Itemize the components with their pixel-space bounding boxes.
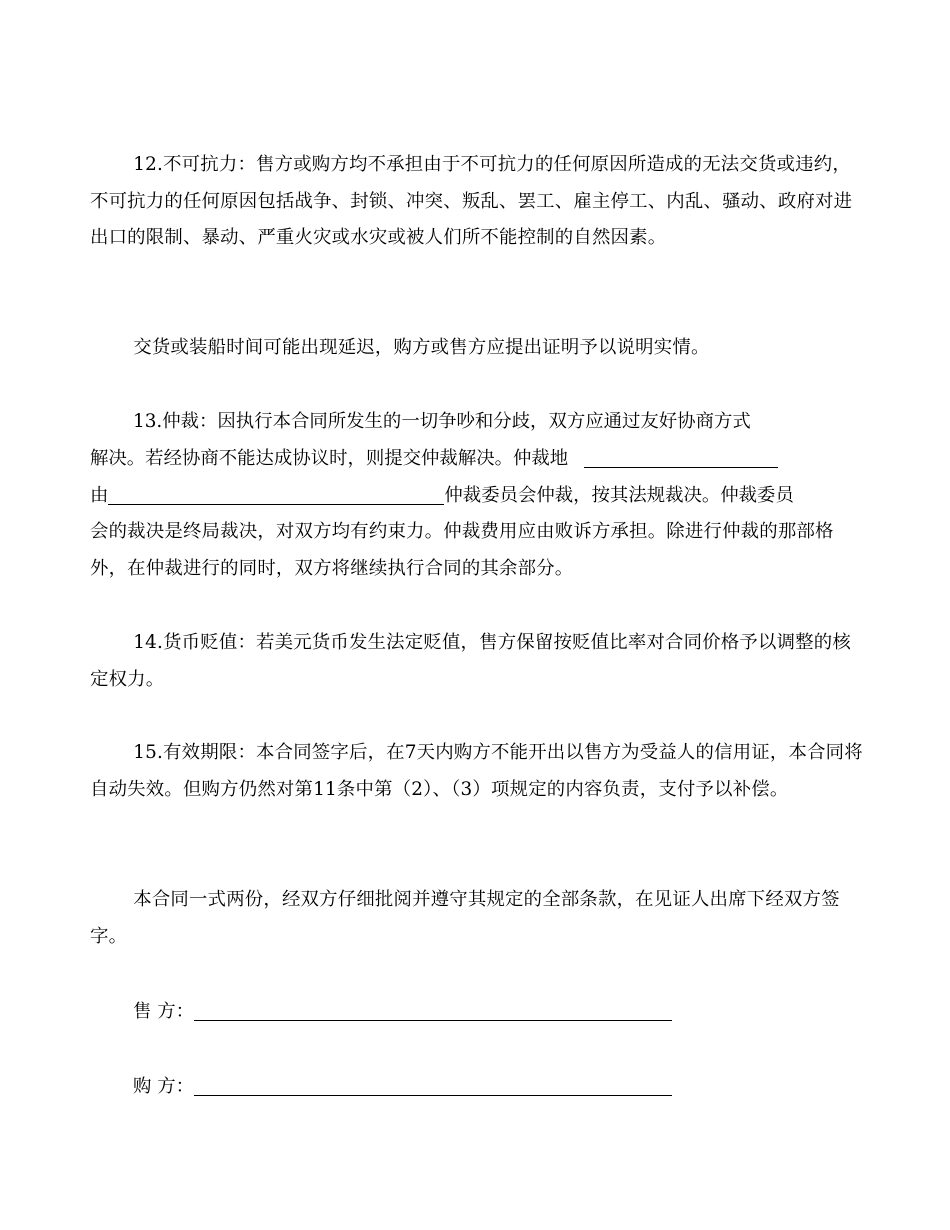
seller-signature-blank[interactable]	[194, 998, 672, 1021]
arbitration-place-blank[interactable]	[584, 445, 778, 468]
clause-13-line-1: 13.仲裁：因执行本合同所发生的一切争吵和分歧，双方应通过友好协商方式	[133, 411, 751, 432]
closing-paragraph: 本合同一式两份，经双方仔细批阅并遵守其规定的全部条款，在见证人出席下经双方签字。	[90, 889, 840, 947]
buyer-signature-blank[interactable]	[194, 1073, 672, 1096]
clause-13-line-3	[90, 478, 794, 515]
arbitration-commission-blank[interactable]	[108, 482, 444, 505]
clause-15-paragraph: 15.有效期限：本合同签字后，在7天内购方不能开出以售方为受益人的信用证，本合同将自动失效。但购方仍然对第11条中第（2）、（3）项规定的内容负责，支付予以补偿。	[90, 742, 863, 800]
seller-signature-row	[133, 994, 672, 1031]
clause-12-paragraph: 12.不可抗力：售方或购方均不承担由于不可抗力的任何原因所造成的无法交货或违约，不可抗力的任何原因包括战争、封锁、冲突、叛乱、罢工、雇主停工、内乱、骚动、政府对进出口的限制、暴动、严重火灾或水灾或被人们所不能控制的自然因素。	[90, 154, 853, 248]
buyer-signature-row	[133, 1069, 672, 1106]
clause-13-line-3-prefix: 由	[90, 485, 109, 506]
clause-13-rest: 会的裁决是终局裁决，对双方均有约束力。仲裁费用应由败诉方承担。除进行仲裁的那部格外，在仲裁进行的同时，双方将继续执行合同的其余部分。	[90, 521, 834, 579]
clause-14-paragraph: 14.货币贬值：若美元货币发生法定贬值，售方保留按贬值比率对合同价格予以调整的核定权力。	[90, 632, 851, 690]
delay-note-paragraph: 交货或装船时间可能出现延迟，购方或售方应提出证明予以说明实情。	[133, 337, 710, 358]
clause-13-line-2-text: 解决。若经协商不能达成协议时，则提交仲裁解决。仲裁地	[90, 448, 569, 469]
clause-13-line-2	[90, 441, 778, 478]
buyer-label: 购 方：	[133, 1076, 195, 1097]
clause-13-line-3-suffix: 仲裁委员会仲裁，按其法规裁决。仲裁委员	[444, 485, 794, 506]
seller-label: 售 方：	[133, 1001, 195, 1022]
